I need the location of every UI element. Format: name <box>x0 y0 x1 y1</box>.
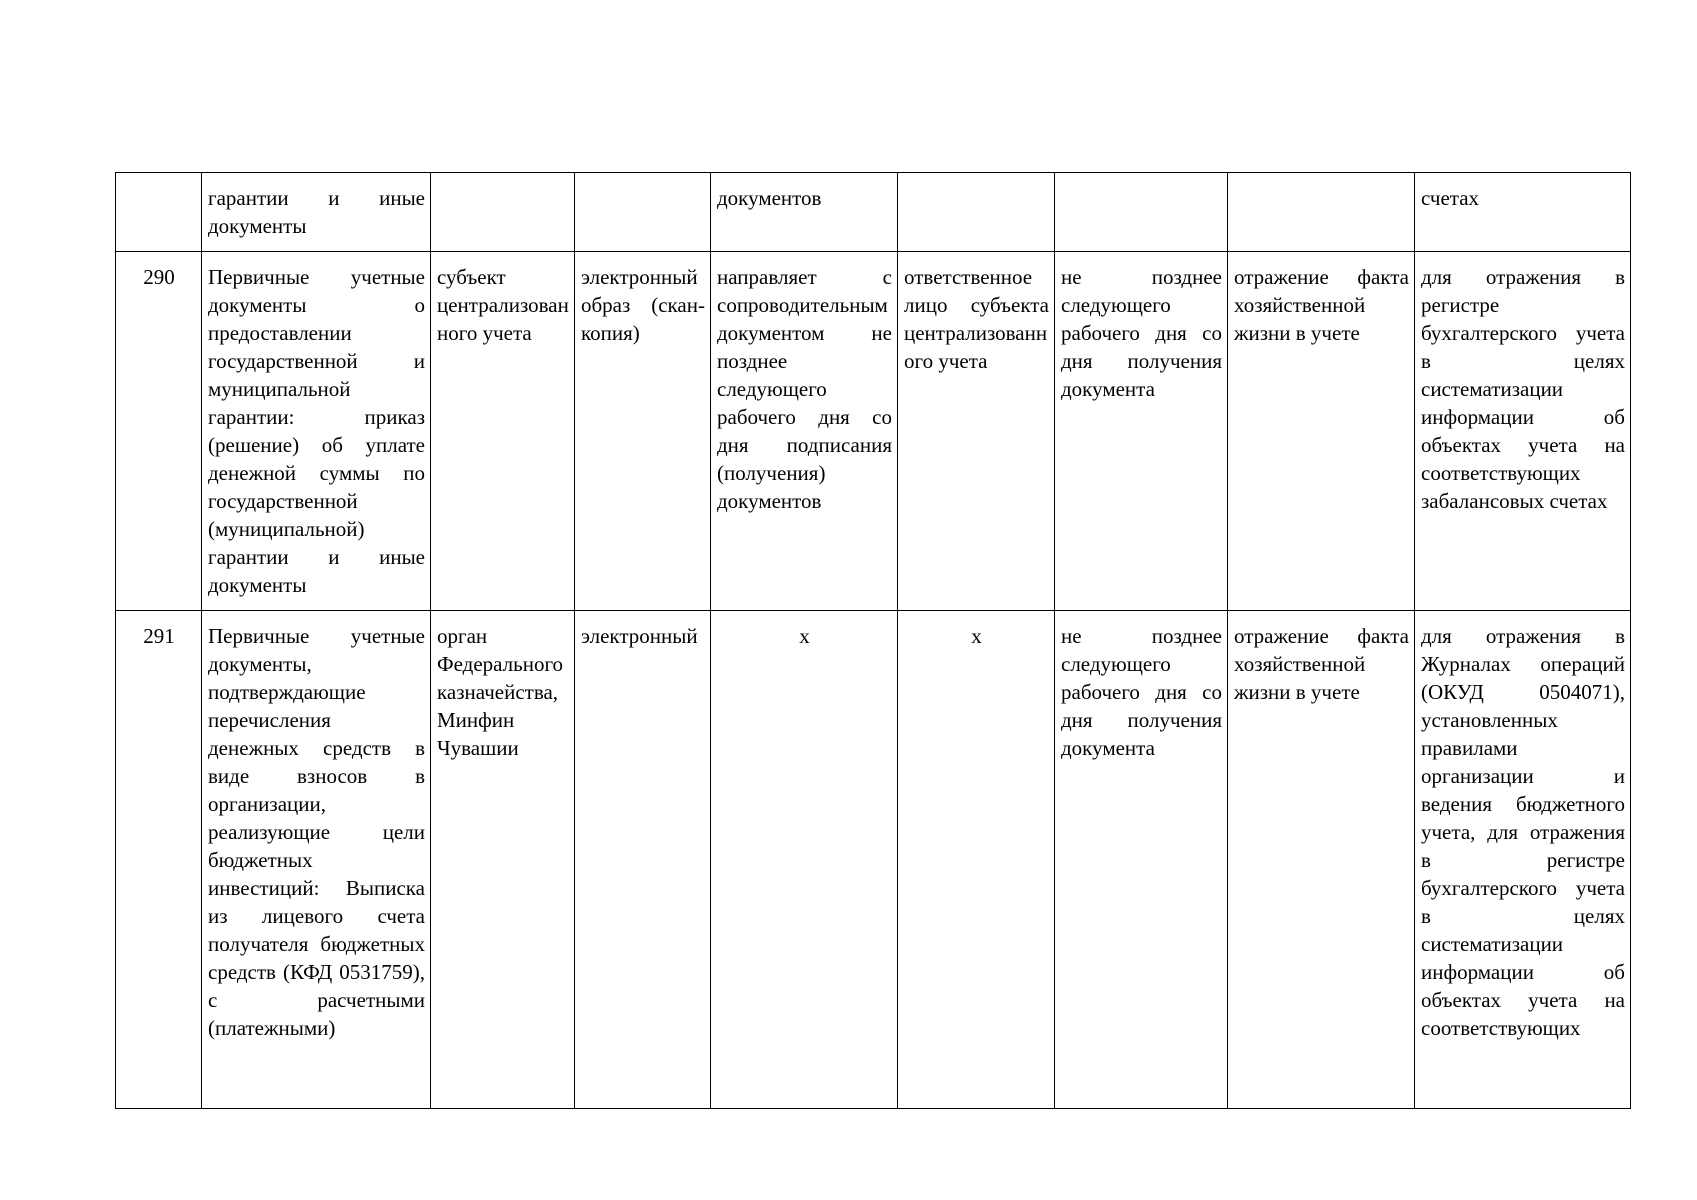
transfer-terms-cell: документов <box>711 173 898 252</box>
table-row <box>116 173 1631 252</box>
transfer-terms-cell: x <box>711 611 898 1109</box>
row-number-cell: 291 <box>116 611 202 1109</box>
processing-terms-cell: не позднее следующего рабочего дня со дня получения документа <box>1055 252 1228 611</box>
table-row <box>116 252 1631 611</box>
responsible-cell: ответственное лицо субъекта централизованного учета <box>898 252 1055 611</box>
row-number-cell <box>116 173 202 252</box>
purpose-cell: отражение факта хозяйственной жизни в учете <box>1228 252 1415 611</box>
processing-terms-cell <box>1055 173 1228 252</box>
responsible-cell <box>898 173 1055 252</box>
document-table <box>115 172 1631 1109</box>
document-name-cell: Первичные учетные документы о предоставлении государственной и муниципальной гарантии: приказ (решение) об уплате денежной суммы по государственной (муниципальной) гарантии и иные документы <box>202 252 431 611</box>
accounting-cell: счетах <box>1415 173 1631 252</box>
table-row <box>116 611 1631 1109</box>
format-cell: электронный образ (скан-копия) <box>575 252 711 611</box>
accounting-cell: для отражения в Журналах операций (ОКУД 0504071), установленных правилами организации и ведения бюджетного учета, для отражения в регистре бухгалтерского учета в целях систематизации информации об объектах учета на соответствующих <box>1415 611 1631 1109</box>
processing-terms-cell: не позднее следующего рабочего дня со дня получения документа <box>1055 611 1228 1109</box>
originator-cell: субъект централизованного учета <box>431 252 575 611</box>
format-cell <box>575 173 711 252</box>
transfer-terms-cell: направляет с сопроводительным документом не позднее следующего рабочего дня со дня подписания (получения) документов <box>711 252 898 611</box>
row-number-cell: 290 <box>116 252 202 611</box>
originator-cell: орган Федерального казначейства, Минфин Чувашии <box>431 611 575 1109</box>
document-name-cell: гарантии и иные документы <box>202 173 431 252</box>
purpose-cell <box>1228 173 1415 252</box>
originator-cell <box>431 173 575 252</box>
responsible-cell: x <box>898 611 1055 1109</box>
purpose-cell: отражение факта хозяйственной жизни в учете <box>1228 611 1415 1109</box>
format-cell: электронный <box>575 611 711 1109</box>
accounting-cell: для отражения в регистре бухгалтерского учета в целях систематизации информации об объектах учета на соответствующих забалансовых счетах <box>1415 252 1631 611</box>
document-name-cell: Первичные учетные документы, подтверждающие перечисления денежных средств в виде взносов в организации, реализующие цели бюджетных инвестиций: Выписка из лицевого счета получателя бюджетных средств (КФД 0531759), с расчетными (платежными) <box>202 611 431 1109</box>
